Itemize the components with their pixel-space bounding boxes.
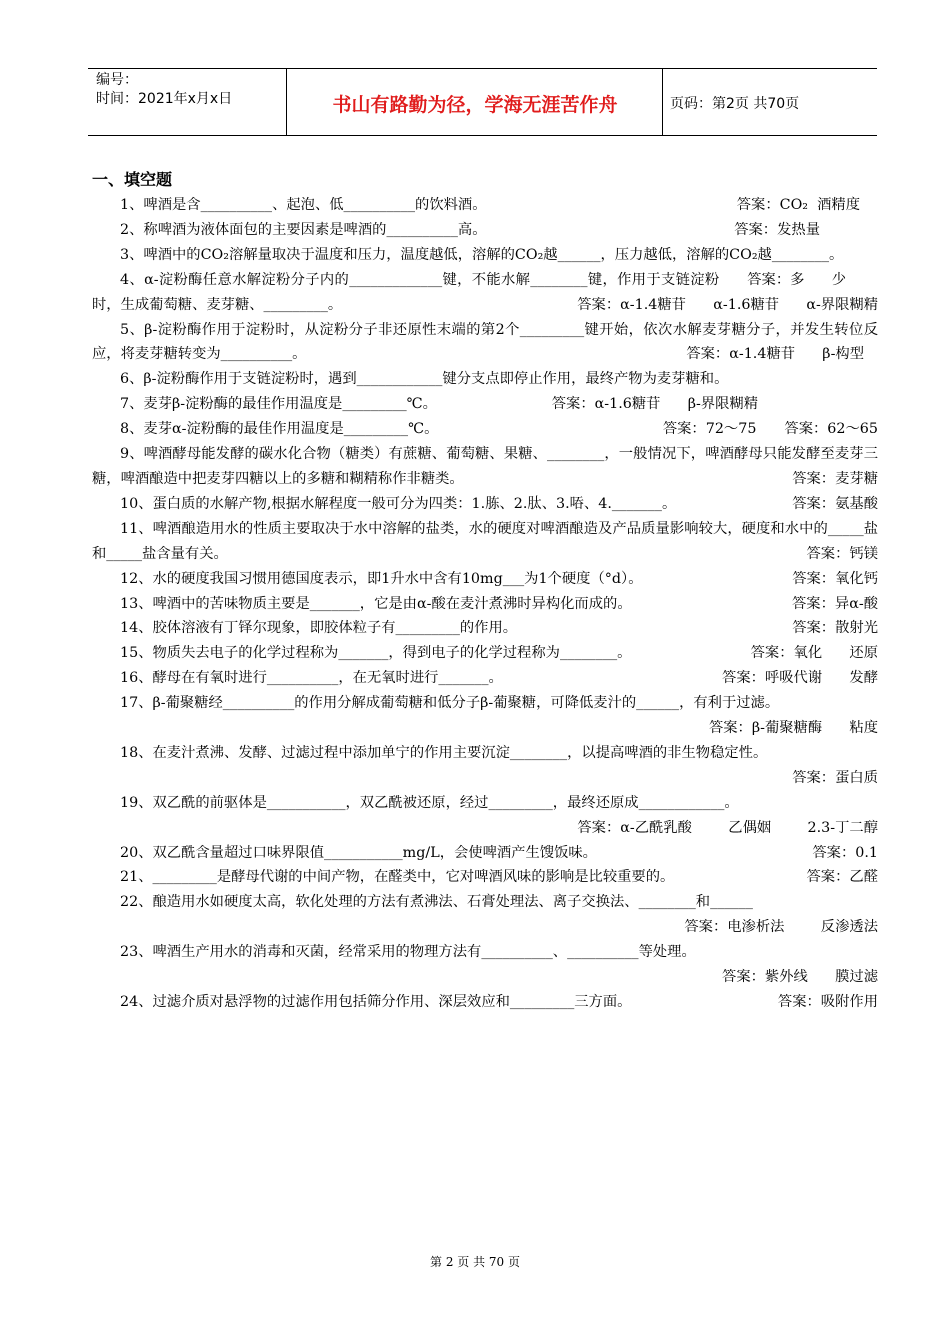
question-item — [92, 940, 878, 965]
question-answer: 答案：CO₂ 酒精度 — [736, 197, 860, 213]
page-header — [88, 68, 877, 136]
question-text: 2、称啤酒为液体面包的主要因素是啤酒的__________高。 — [120, 221, 487, 238]
header-divider-left — [286, 68, 287, 136]
question-text: 21、_________是酵母代谢的中间产物，在醛类中，它对啤酒风味的影响是比较重要的。 — [120, 869, 675, 886]
question-text: 10、蛋白质的水解产物,根据水解程度一般可分为四类：1.胨、2.肽、3.㖔、4._______。 — [120, 495, 677, 512]
question-answer: 答案：β-葡聚糖酶 粘度 — [708, 720, 878, 737]
question-item — [92, 218, 878, 243]
section-title: 一、填空题 — [92, 170, 173, 189]
question-text: 12、水的硬度我国习惯用德国度表示，即1升水中含有10mg___为1个硬度（°d）。 — [120, 570, 643, 587]
question-text: 15、物质失去电子的化学过程称为_______，得到电子的化学过程称为________。 — [120, 645, 632, 662]
question-text: 22、酿造用水如硬度太高，软化处理的方法有煮沸法、石膏处理法、离子交换法、________和______ — [120, 894, 753, 911]
question-text: 4、α-淀粉酶任意水解淀粉分子内的_____________键，不能水解________键，作用于支链淀粉时，生成葡萄糖、麦芽糖、_________。 — [92, 271, 720, 313]
question-item — [92, 691, 878, 716]
question-answer: 答案：钙镁 — [806, 545, 878, 562]
question-answer: 答案：氧化钙 — [792, 570, 878, 587]
question-answer: 答案：氧化 还原 — [750, 645, 878, 662]
question-text: 19、双乙酰的前驱体是___________，双乙酰被还原，经过_________，最终还原成____________。 — [120, 794, 739, 811]
question-answer: 答案：α-乙酰乳酸 乙偶姻 2.3-丁二醇 — [577, 819, 878, 836]
page-footer: 第 2 页 共 70 页 — [430, 1255, 520, 1269]
header-meta — [96, 71, 232, 109]
question-answer: 答案：α-1.6糖苷 β-界限糊精 — [551, 396, 758, 413]
question-item — [92, 592, 878, 617]
question-text: 5、β-淀粉酶作用于淀粉时，从淀粉分子非还原性末端的第2个_________键开始，依次水解麦芽糖分子，并发生转位反应，将麦芽糖转变为__________。 — [92, 321, 878, 363]
question-answer: 答案：多 少 — [747, 271, 846, 288]
question-item — [92, 517, 878, 567]
question-item — [92, 492, 878, 517]
question-item — [92, 567, 878, 592]
header-top-rule — [88, 68, 877, 69]
question-answer: 答案：吸附作用 — [777, 994, 878, 1010]
question-answer: 答案：电渗析法 反渗透法 — [684, 919, 878, 936]
question-answer: 答案：0.1 — [812, 844, 878, 861]
question-answer: 答案：α-1.4糖苷 α-1.6糖苷 α-界限糊精 — [577, 296, 878, 313]
question-answer: 答案：异α-酸 — [792, 595, 878, 612]
question-answer: 答案：72～75 — [662, 421, 757, 438]
question-answer: 答案：α-1.4糖苷 β-构型 — [686, 346, 864, 363]
header-divider-right — [662, 68, 663, 136]
question-item — [92, 193, 878, 218]
question-text: 1、啤酒是含__________、起泡、低__________的饮料酒。 — [120, 197, 487, 213]
time-label: 时间：2021年x月x日 — [96, 91, 233, 107]
question-item — [92, 841, 878, 866]
question-item — [92, 791, 878, 816]
question-text: 7、麦芽β-淀粉酶的最佳作用温度是_________℃。 — [120, 396, 437, 413]
question-answer: 答案：氨基酸 — [792, 495, 878, 512]
header-bottom-rule — [88, 135, 877, 136]
question-answer: 答案：紫外线 膜过滤 — [722, 969, 878, 986]
question-answer: 答案：蛋白质 — [792, 769, 878, 786]
question-item — [92, 890, 878, 915]
question-text: 20、双乙酰含量超过口味界限值___________mg/L，会使啤酒产生馊饭味。 — [120, 844, 597, 861]
question-answer: 答案：发热量 — [734, 221, 820, 238]
question-answer: 答案：麦芽糖 — [792, 470, 878, 487]
question-item — [92, 990, 878, 1015]
document-body — [92, 168, 878, 1015]
question-item — [92, 666, 878, 691]
question-text: 11、啤酒酿造用水的性质主要取决于水中溶解的盐类，水的硬度对啤酒酿造及产品质量影响较大，硬度和水中的_____盐和_____盐含量有关。 — [92, 520, 878, 562]
question-item — [92, 318, 878, 368]
question-text: 14、胶体溶液有丁铎尔现象，即胶体粒子有_________的作用。 — [120, 620, 518, 637]
question-text: 6、β-淀粉酶作用于支链淀粉时，遇到____________键分支点即停止作用，最终产物为麦芽糖和。 — [120, 371, 729, 388]
question-text: 18、在麦汁煮沸、发酵、过滤过程中添加单宁的作用主要沉淀________，以提高啤酒的非生物稳定性。 — [120, 744, 768, 761]
question-item — [92, 616, 878, 641]
question-item — [92, 243, 878, 288]
question-item — [92, 641, 878, 666]
header-motto: 书山有路勤为径，学海无涯苦作舟 — [332, 94, 618, 116]
question-answer: 答案：呼吸代谢 发酵 — [722, 670, 878, 687]
header-page-number: 页码：第2页 共70页 — [670, 96, 800, 112]
question-text: 16、酵母在有氧时进行__________，在无氧时进行_______。 — [120, 670, 503, 687]
question-text: 17、β-葡聚糖经__________的作用分解成葡萄糖和低分子β-葡聚糖，可降低麦汁的______，有利于过滤。 — [120, 695, 780, 712]
question-text: 24、过滤介质对悬浮物的过滤作用包括筛分作用、深层效应和_________三方面。 — [120, 994, 632, 1010]
question-answer: 答案：乙醛 — [806, 869, 878, 886]
question-item — [92, 741, 878, 766]
question-text: 8、麦芽α-淀粉酶的最佳作用温度是_________℃。 — [120, 421, 439, 438]
serial-label: 编号： — [96, 72, 138, 88]
question-item — [92, 865, 878, 890]
question-text: 3、啤酒中的CO₂溶解量取决于温度和压力，温度越低，溶解的CO₂越______，压力越低，溶解的CO₂越________。 — [120, 246, 844, 263]
question-text: 23、啤酒生产用水的消毒和灭菌，经常采用的物理方法有__________、__________等处理。 — [120, 944, 696, 961]
question-item — [92, 442, 878, 492]
question-text: 13、啤酒中的苦味物质主要是_______，它是由α-酸在麦汁煮沸时异构化而成的。 — [120, 595, 632, 612]
question-answer: 答案：62～65 — [784, 421, 878, 438]
question-answer: 答案：散射光 — [792, 620, 878, 637]
question-text: 9、啤酒酵母能发酵的碳水化合物（糖类）有蔗糖、葡萄糖、果糖、________，一般情况下，啤酒酵母只能发酵至麦芽三糖，啤酒酿造中把麦芽四糖以上的多糖和糊精称作非糖类。 — [92, 446, 878, 487]
